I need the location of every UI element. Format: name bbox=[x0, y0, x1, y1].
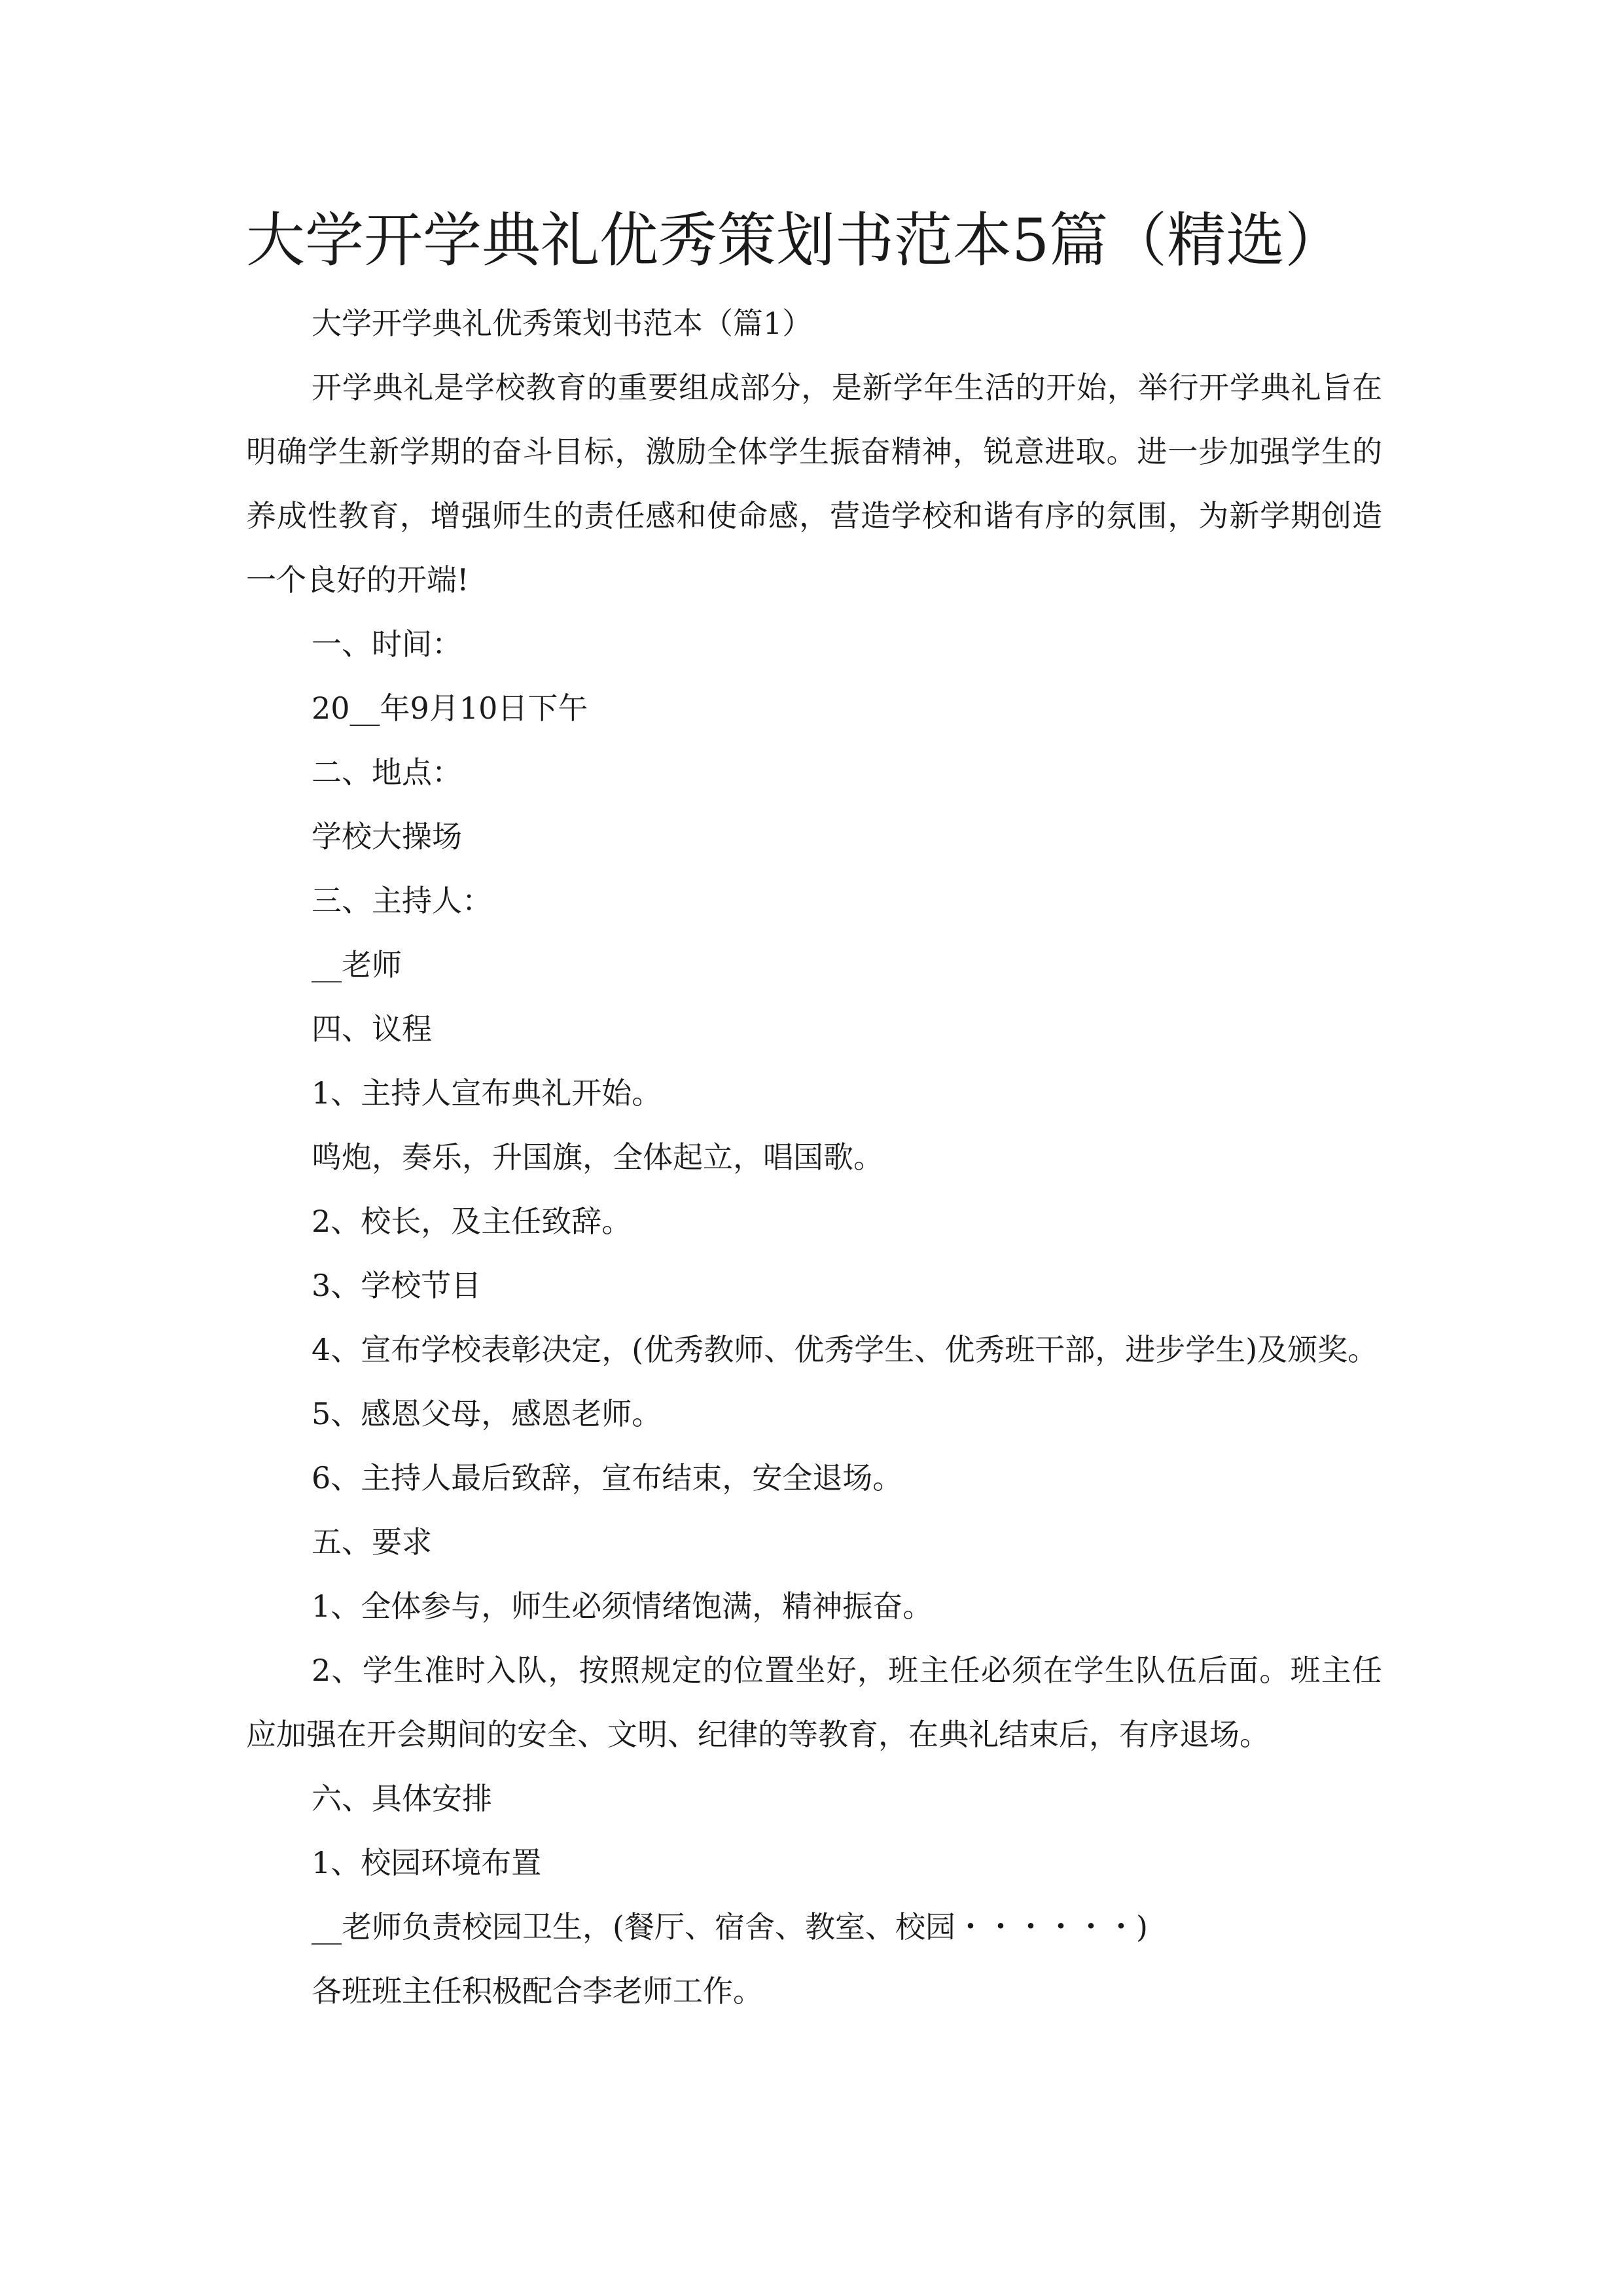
intro-paragraph: 开学典礼是学校教育的重要组成部分，是新学年生活的开始，举行开学典礼旨在明确学生新学期的奋斗目标，激励全体学生振奋精神，锐意进取。进一步加强学生的养成性教育，增强师生的责任感和使命感，营造学校和谐有序的氛围，为新学期创造一个良好的开端! bbox=[246, 370, 1382, 598]
agenda-item: 2、校长，及主任致辞。 bbox=[312, 1204, 632, 1239]
arrangement-detail: 各班班主任积极配合李老师工作。 bbox=[312, 1973, 763, 2009]
host-value: __老师 bbox=[312, 947, 402, 982]
agenda-item: 5、感恩父母，感恩老师。 bbox=[312, 1396, 662, 1431]
document-body bbox=[246, 291, 1382, 2023]
arrangement-detail: __老师负责校园卫生，(餐厅、宿舍、教室、校园・・・・・・) bbox=[312, 1909, 1148, 1945]
agenda-item: 1、主持人宣布典礼开始。 bbox=[312, 1075, 662, 1111]
time-value: 20__年9月10日下午 bbox=[312, 691, 588, 726]
agenda-item: 4、宣布学校表彰决定，(优秀教师、优秀学生、优秀班干部，进步学生)及颁奖。 bbox=[312, 1332, 1378, 1367]
document-title: 大学开学典礼优秀策划书范本5篇（精选） bbox=[246, 206, 1344, 275]
heading-time: 一、时间： bbox=[312, 626, 462, 662]
agenda-detail: 鸣炮，奏乐，升国旗，全体起立，唱国歌。 bbox=[312, 1139, 883, 1175]
requirement-item: 1、全体参与，师生必须情绪饱满，精神振奋。 bbox=[312, 1588, 933, 1624]
agenda-item: 3、学校节目 bbox=[312, 1268, 482, 1303]
heading-agenda: 四、议程 bbox=[312, 1011, 432, 1047]
location-value: 学校大操场 bbox=[312, 819, 462, 854]
heading-requirements: 五、要求 bbox=[312, 1524, 432, 1560]
section-subtitle: 大学开学典礼优秀策划书范本（篇1） bbox=[312, 306, 813, 341]
heading-arrangements: 六、具体安排 bbox=[312, 1781, 492, 1816]
agenda-item: 6、主持人最后致辞，宣布结束，安全退场。 bbox=[312, 1460, 903, 1496]
requirement-item: 2、学生准时入队，按照规定的位置坐好，班主任必须在学生队伍后面。班主任应加强在开会期间的安全、文明、纪律的等教育，在典礼结束后，有序退场。 bbox=[246, 1653, 1382, 1752]
heading-location: 二、地点： bbox=[312, 755, 462, 790]
heading-host: 三、主持人： bbox=[312, 883, 492, 918]
arrangement-item: 1、校园环境布置 bbox=[312, 1845, 542, 1880]
